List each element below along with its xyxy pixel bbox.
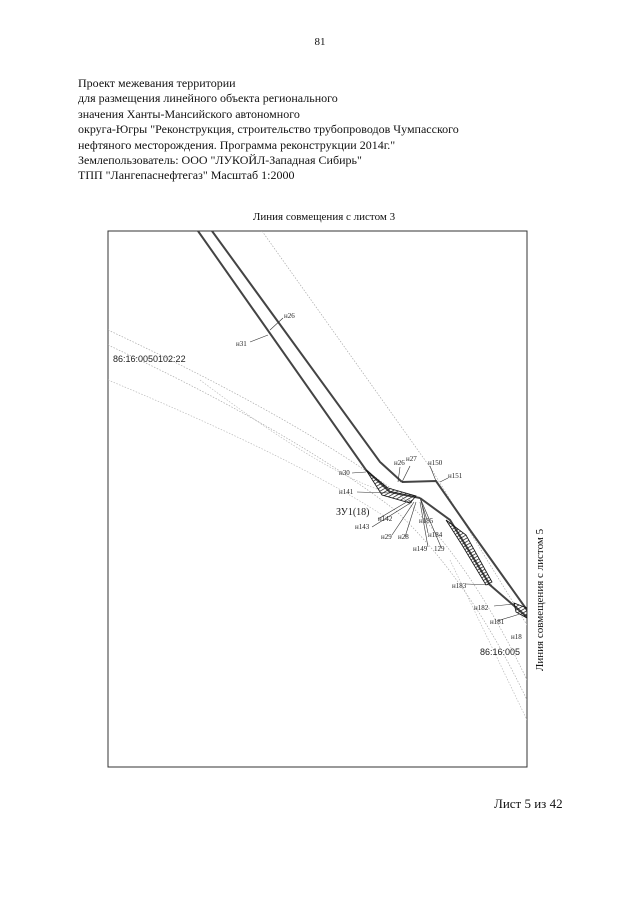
point-label: н183 [452, 582, 467, 590]
corridor-right-boundary [212, 231, 402, 482]
point-label: н149 [413, 545, 428, 553]
point-label: н185 [419, 517, 434, 525]
cadastral-label: 86:16:005 [480, 647, 521, 657]
point-label: н26 [394, 459, 405, 467]
header-line: значения Ханты-Мансийского автономного [78, 106, 300, 121]
header-line: округа-Югры "Реконструкция, строительство трубопроводов Чумпасского [78, 122, 459, 137]
point-label: н26 [284, 312, 295, 320]
hatched-parcel [366, 470, 416, 503]
map-top-label: Линия совмещения с листом 3 [252, 211, 396, 223]
point-label: н28 [398, 533, 409, 541]
point-label: н18 [511, 633, 522, 641]
header-line: для размещения линейного объекта регионального [78, 91, 338, 106]
dotted-line [108, 380, 390, 520]
point-label: н151 [448, 472, 463, 480]
dotted-line [262, 231, 527, 625]
cadastral-label: 86:16:0050102:22 [113, 354, 186, 364]
point-label: 129 [434, 545, 445, 553]
point-label: н143 [355, 523, 370, 531]
point-label: н29 [381, 533, 392, 541]
dotted-line [108, 330, 527, 680]
map-side-label: Линия совмещения с листом 5 [534, 528, 546, 672]
dotted-line [200, 380, 380, 490]
point-label: н141 [339, 488, 354, 496]
sheet-number: Лист 5 из 42 [494, 796, 563, 811]
point-label: н182 [474, 604, 489, 612]
page-number: 81 [314, 36, 326, 48]
hatched-parcel [514, 603, 527, 618]
point-label: н27 [406, 455, 417, 463]
point-label: н30 [339, 469, 350, 477]
parcel-label: ЗУ1(18) [336, 507, 370, 518]
header-line: Землепользователь: ООО "ЛУКОЙЛ-Западная Сибирь" [78, 153, 362, 168]
header-line: Проект межевания территории [78, 76, 236, 90]
header-line: ТПП "Лангепаснефтегаз" Масштаб 1:2000 [78, 168, 295, 183]
point-label: н142 [378, 515, 393, 523]
point-label: н150 [428, 459, 443, 467]
point-label: н184 [428, 531, 443, 539]
header-line: нефтяного месторождения. Программа реконструкции 2014г." [78, 137, 396, 152]
map-frame [108, 231, 527, 767]
point-label: н181 [490, 618, 505, 626]
point-label: н31 [236, 340, 247, 348]
